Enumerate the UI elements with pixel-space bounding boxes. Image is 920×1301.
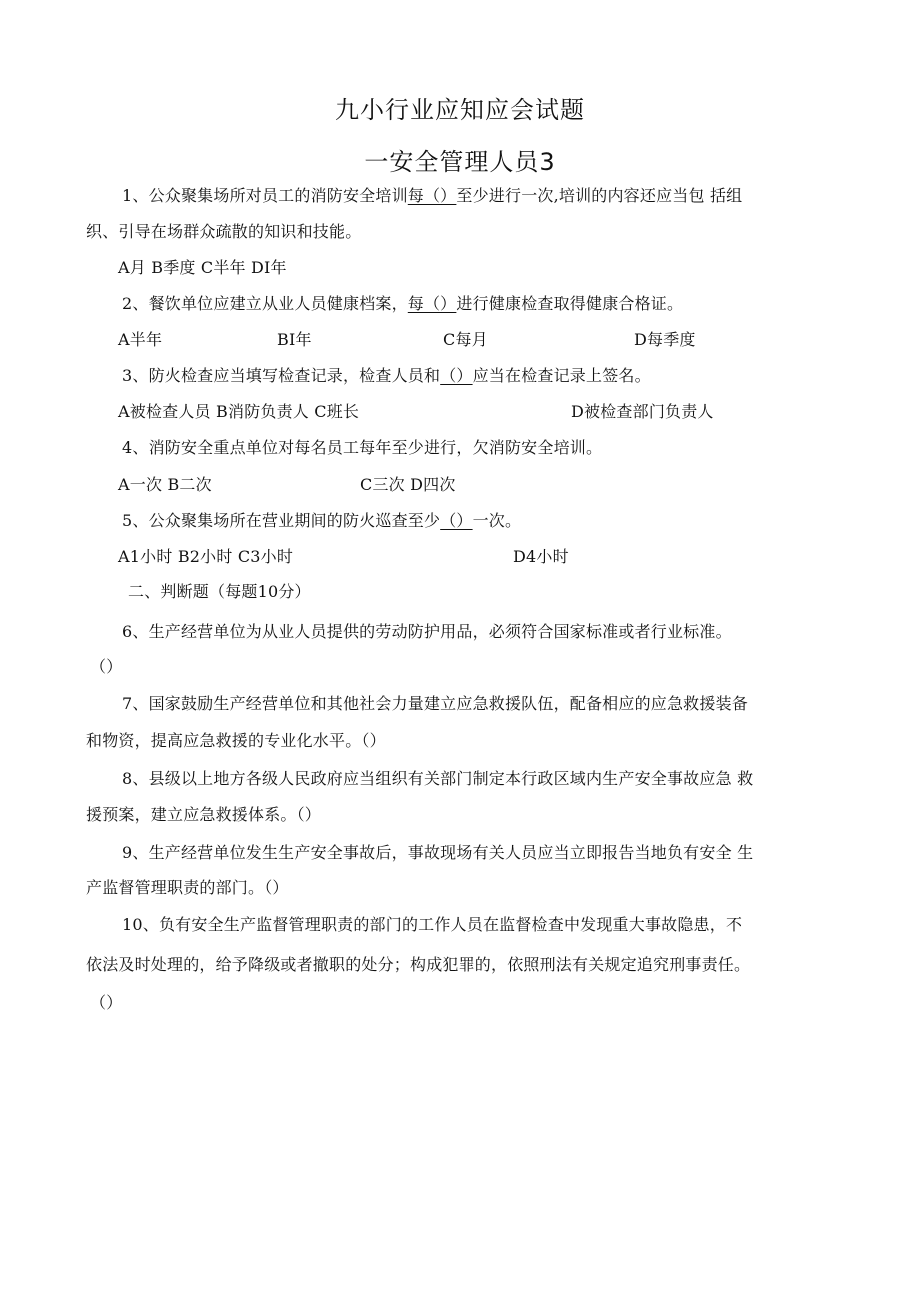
question-2-text-a: 2、餐饮单位应建立从业人员健康档案，	[122, 294, 408, 313]
question-5-options-abc: A1小时 B2小时 C3小时	[118, 547, 294, 566]
question-6-line-2: （）	[90, 657, 123, 676]
question-3-option-d: D被检查部门负责人	[571, 402, 714, 421]
page-title: 九小行业应知应会试题	[335, 96, 585, 124]
question-10-line-1: 10、负有安全生产监督管理职责的部门的工作人员在监督检查中发现重大事故隐患，不	[122, 915, 743, 934]
question-5-blank: （）	[440, 511, 473, 530]
page-subtitle: 一安全管理人员3	[364, 148, 556, 176]
question-5-text-a: 5、公众聚集场所在营业期间的防火巡查至少	[122, 511, 441, 530]
question-5-option-d: D4小时	[513, 547, 569, 566]
question-3-text-a: 3、防火检查应当填写检查记录，检查人员和	[122, 366, 441, 385]
question-9-line-2: 产监督管理职责的部门。（）	[86, 878, 289, 897]
question-7-line-2: 和物资，提高应急救援的专业化水平。（）	[86, 731, 386, 750]
question-2-option-d: D每季度	[634, 330, 696, 349]
question-1-line-1	[122, 186, 742, 206]
question-4-options-ab: A一次 B二次	[118, 475, 212, 494]
question-1-line-2: 织、引导在场群众疏散的知识和技能。	[86, 222, 362, 241]
question-4-options-cd: C三次 D四次	[360, 475, 456, 494]
question-5-text-b: 一次。	[472, 511, 522, 530]
question-6-line-1: 6、生产经营单位为从业人员提供的劳动防护用品，必须符合国家标准或者行业标准。	[122, 622, 732, 641]
question-2-option-a: A半年	[118, 330, 163, 349]
question-1-options: A月 B季度 C半年 DI年	[118, 258, 287, 277]
question-1-text-a: 1、公众聚集场所对员工的消防安全培训	[122, 186, 408, 205]
question-3	[122, 366, 651, 386]
question-10-line-2: 依法及时处理的，给予降级或者撤职的处分；构成犯罪的，依照刑法有关规定追究刑事责任。	[86, 955, 751, 974]
question-9-line-1: 9、生产经营单位发生生产安全事故后，事故现场有关人员应当立即报告当地负有安全 生	[122, 843, 754, 862]
question-8-line-2: 援预案，建立应急救援体系。（）	[86, 805, 322, 824]
question-3-text-b: 应当在检查记录上签名。	[472, 366, 651, 385]
question-2-text-b: 进行健康检查取得健康合格证。	[456, 294, 684, 313]
question-7-line-1: 7、国家鼓励生产经营单位和其他社会力量建立应急救援队伍，配备相应的应急救援装备	[122, 694, 748, 713]
question-3-blank: （）	[440, 366, 473, 385]
question-10-line-3: （）	[90, 993, 123, 1012]
question-2	[122, 294, 683, 314]
question-3-options-abc: A被检查人员 B消防负责人 C班长	[118, 402, 360, 421]
question-4: 4、消防安全重点单位对每名员工每年至少进行，欠消防安全培训。	[122, 438, 603, 457]
question-2-blank: 每（）	[407, 294, 457, 313]
question-1-blank: 每（）	[407, 186, 457, 205]
question-2-option-b: BI年	[277, 330, 312, 349]
section-2-heading: 二、判断题（每题10分）	[128, 582, 311, 601]
question-8-line-1: 8、县级以上地方各级人民政府应当组织有关部门制定本行政区域内生产安全事故应急 救	[122, 769, 754, 788]
question-1-text-b: 至少进行一次,培训的内容还应当包 括组	[456, 186, 743, 205]
question-2-option-c: C每月	[443, 330, 488, 349]
question-5	[122, 511, 521, 531]
